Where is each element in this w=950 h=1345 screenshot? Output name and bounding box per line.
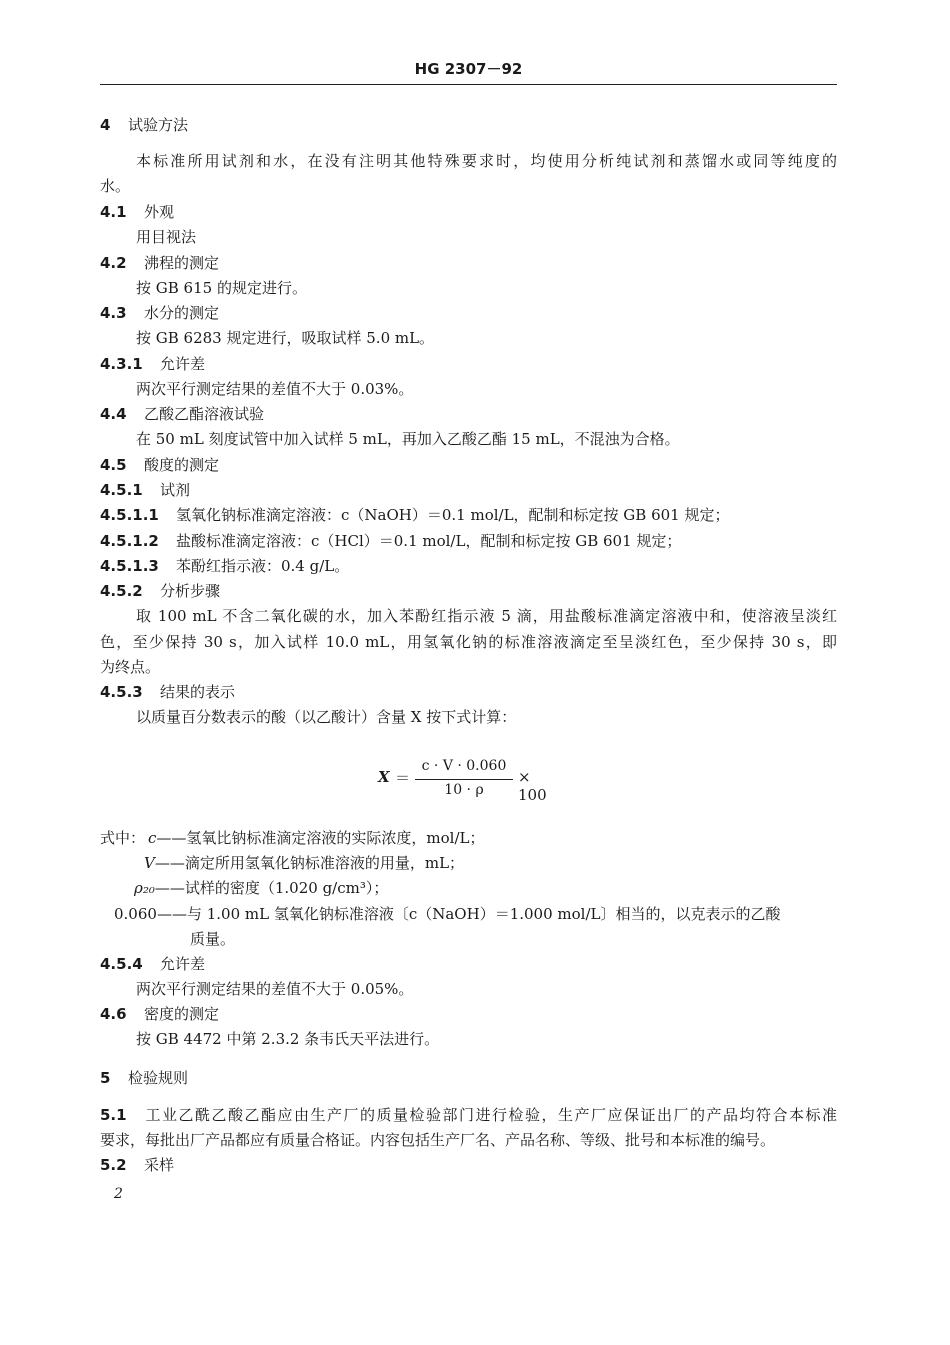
intro-line-2: 水。 [100,177,131,195]
variable-dash: —— [154,854,185,872]
section-title: 酸度的测定 [144,456,220,474]
section-title: 试剂 [160,481,191,499]
where-item-coefficient [114,902,780,927]
page-number: 2 [114,1186,123,1202]
variable-symbol: ρ₂₀ [134,879,155,897]
section-4-5-1-3 [100,554,837,579]
section-number: 4.5.2 [100,582,143,600]
procedure-line-3: 为终点。 [100,658,161,676]
section-5-heading [100,1066,837,1091]
section-title: 允许差 [160,955,206,973]
section-4-heading [100,113,837,138]
where-item-coefficient-cont: 质量。 [190,930,236,948]
formula-numerator: c · V · 0.060 [421,758,507,774]
section-title: 沸程的测定 [144,254,220,272]
variable-desc: 与 1.00 mL 氢氧化钠标准溶液〔c（NaOH）＝1.000 mol/L〕相当的，以克表示的乙酸 [186,905,781,923]
formula-equals: ＝ [395,769,411,787]
section-4-3-body: 按 GB 6283 规定进行，吸取试样 5.0 mL。 [136,329,435,347]
section-title: 允许差 [160,355,206,373]
header-rule [100,84,837,85]
paragraph-text: 工业乙酰乙酸乙酯应由生产厂的质量检验部门进行检验，生产厂应保证出厂的产品均符合本标准 [144,1106,837,1124]
section-number: 4.5.1 [100,481,143,499]
section-title: 密度的测定 [144,1005,220,1023]
fraction-bar [415,779,513,780]
section-number: 4.5.4 [100,955,143,973]
where-item-rho [134,876,388,901]
section-4-5-4-body: 两次平行测定结果的差值不大于 0.05%。 [136,980,414,998]
section-4-4-heading [100,402,837,427]
section-title: 试验方法 [128,116,189,134]
section-number: 4.3.1 [100,355,143,373]
section-5-2-heading [100,1153,837,1178]
variable-symbol: V [144,854,155,872]
section-5-1-line-1 [100,1103,837,1128]
section-4-4-body: 在 50 mL 刻度试管中加入试样 5 mL，再加入乙酸乙酯 15 mL，不混浊为合格。 [136,430,680,448]
section-4-5-4-heading [100,952,837,977]
section-number: 4.5.1.3 [100,557,159,575]
section-4-5-1-2 [100,529,837,554]
reagent-text: 苯酚红指示液：0.4 g/L。 [176,557,350,575]
section-4-5-heading [100,453,837,478]
section-number: 4.6 [100,1005,127,1023]
variable-dash: —— [156,905,187,923]
section-number: 4.1 [100,203,127,221]
procedure-line-2: 色，至少保持 30 s，加入试样 10.0 mL，用氢氧化钠的标准溶液滴定至呈淡红色，至少保持 30 s，即 [100,633,837,651]
procedure-line-1: 取 100 mL 不含二氧化碳的水，加入苯酚红指示液 5 滴，用盐酸标准滴定溶液中和，使溶液呈淡红 [136,607,837,625]
section-4-5-3-body: 以质量百分数表示的酸（以乙酸计）含量 X 按下式计算： [136,708,517,726]
section-4-1-heading [100,200,837,225]
section-4-2-body: 按 GB 615 的规定进行。 [136,279,307,297]
section-number: 4.3 [100,304,127,322]
section-4-5-1-heading [100,478,837,503]
section-4-6-body: 按 GB 4472 中第 2.3.2 条韦氏天平法进行。 [136,1030,440,1048]
where-prefix: 式中： [100,829,146,847]
section-number: 4.5 [100,456,127,474]
section-number: 4.5.1.1 [100,506,159,524]
section-number: 4 [100,116,111,134]
section-number: 5.1 [100,1106,127,1124]
formula-lhs: X [378,768,390,786]
section-5-1-line-2: 要求，每批出厂产品都应有质量合格证。内容包括生产厂名、产品名称、等级、批号和本标准的编号。 [100,1131,776,1149]
section-number: 5 [100,1069,111,1087]
variable-desc: 滴定所用氢氧化钠标准溶液的用量，mL； [184,854,465,872]
variable-symbol: c [148,829,157,847]
reagent-text: 氢氧化钠标准滴定溶液：c（NaOH）＝0.1 mol/L，配制和标定按 GB 601 规定； [176,506,730,524]
section-number: 4.4 [100,405,127,423]
variable-dash: —— [154,879,185,897]
section-number: 4.5.1.2 [100,532,159,550]
section-4-5-2-heading [100,579,837,604]
reagent-text: 盐酸标准滴定溶液：c（HCl）＝0.1 mol/L，配制和标定按 GB 601 规定； [176,532,682,550]
where-item-v [144,851,464,876]
section-4-2-heading [100,251,837,276]
section-number: 4.2 [100,254,127,272]
intro-line-1: 本标准所用试剂和水，在没有注明其他特殊要求时，均使用分析纯试剂和蒸馏水或同等纯度的 [136,152,837,170]
formula-multiplier: × 100 [518,768,547,804]
section-title: 水分的测定 [144,304,220,322]
section-title: 外观 [144,203,175,221]
section-title: 检验规则 [128,1069,189,1087]
section-4-3-1-heading [100,352,837,377]
section-4-1-body: 用目视法 [136,228,197,246]
variable-desc: 氢氧比钠标准滴定溶液的实际浓度，mol/L； [186,829,485,847]
formula-denominator: 10 · ρ [444,782,484,798]
variable-desc: 试样的密度（1.020 g/cm³）； [184,879,389,897]
section-4-6-heading [100,1002,837,1027]
section-title: 采样 [144,1156,175,1174]
variable-dash: —— [156,829,187,847]
section-number: 4.5.3 [100,683,143,701]
standard-header: HG 2307－92 [414,60,523,78]
section-title: 分析步骤 [160,582,221,600]
section-4-3-1-body: 两次平行测定结果的差值不大于 0.03%。 [136,380,414,398]
section-4-5-3-heading [100,680,837,705]
where-item-c [148,826,484,851]
section-title: 乙酸乙酯溶液试验 [144,405,265,423]
section-number: 5.2 [100,1156,127,1174]
variable-symbol: 0.060 [114,905,157,923]
section-4-5-1-1 [100,503,837,528]
section-title: 结果的表示 [160,683,236,701]
section-4-3-heading [100,301,837,326]
